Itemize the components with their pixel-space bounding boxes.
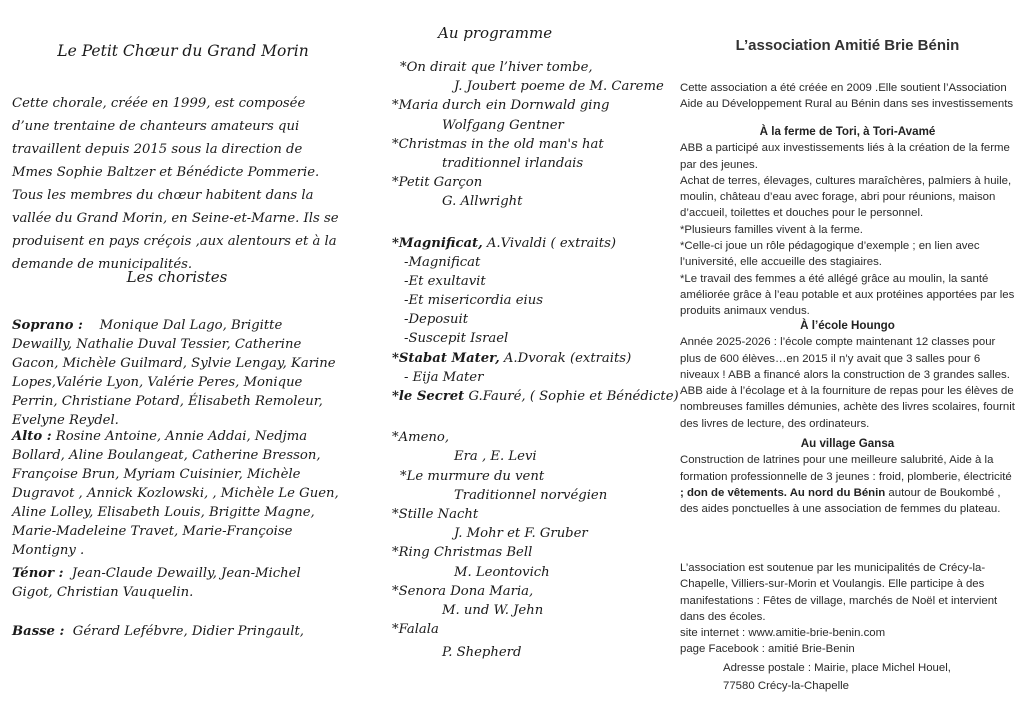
section-paragraph: *Le travail des femmes a été allégé grâce au moulin, la santé améliorée grâce à l’eau potable et aux protéines apportées par les produits animaux vendus. [680,272,1015,318]
program-work: *Stille Nacht [392,506,479,522]
program-magnificat [392,234,662,253]
program-secret [392,387,679,406]
voice-label: Ténor : [12,566,64,581]
program-part: -Deposuit [404,312,468,328]
gansa-text: autour de Boukombé , des aides ponctuelles à une association de femmes du plateau. [680,486,1001,516]
program-credit: M. Leontovich [454,564,550,580]
intro-text: Cette association a été créée en 2009 .Elle soutient l’Association Aide au Développement Rural au Bénin dans ses investissements [680,82,1014,111]
program-title: Au programme [438,24,553,42]
work-composer: A.Dvorak (extraits) [499,350,632,366]
support-text: L’association est soutenue par les municipalités de Crécy-la-Chapelle, Villiers-sur-Morin et Voulangis. Elle participe à des manifestations : Fêtes de village, marchés de Noël et intervient dans des écoles. [680,562,998,623]
program-work: *Ameno, [392,430,450,446]
program-work: *Maria durch ein Dornwald ging [392,98,610,114]
program-work: *Petit Garçon [392,175,483,191]
program-credit: traditionnel irlandais [442,155,584,171]
website-text: site internet : www.amitie-brie-benin.com [680,627,886,640]
section-paragraph: ABB a participé aux investissements liés à la création de la ferme par des jeunes. [680,142,1010,171]
voice-names: Rosine Antoine, Annie Addai, Nedjma Bollard, Aline Boulangeat, Catherine Bresson, Françoise Brun, Myriam Cuisinier, Michèle Dugravot , Annick Kozlowski, , Michèle Le Guen, Aline Lolley, Elisabeth Louis, Brigitte Magne, Marie-Madeleine Travet, Marie-Françoise Montigny . [12,429,339,558]
program-part: - Eija Mater [404,369,484,385]
voice-label: Alto : [12,429,52,444]
choristes-heading: Les choristes [126,268,228,286]
voice-soprano [12,316,342,430]
voice-label: Soprano : [12,318,83,333]
program-work: *Christmas in the old man's hat [392,136,604,152]
section-gansa [680,436,1015,517]
program-work: *On dirait que l’hiver tombe, [400,60,593,75]
program-credit: M. und W. Jehn [442,602,544,618]
program-work: *Le murmure du vent [400,468,545,484]
program-work: *Falala [392,622,439,638]
program-credit: J. Mohr et F. Gruber [454,526,588,542]
voice-names: Gérard Lefébvre, Didier Pringault, [72,624,305,639]
voice-label: Basse : [12,624,65,639]
section-paragraph: *Celle-ci joue un rôle pédagogique d’exemple ; en lien avec l’université, elle accueille des stagiaires. [680,240,980,269]
association-intro [680,80,1015,113]
program-part: -Suscepit Israel [404,331,509,347]
voice-basse [12,622,342,641]
address-line: 77580 Crécy-la-Chapelle [723,680,849,693]
program-credit: Traditionnel norvégien [454,487,608,503]
section-heading: Au village Gansa [800,437,895,450]
program-work: *Senora Dona Maria, [392,583,534,599]
section-contact [680,560,1015,694]
voice-tenor [12,564,342,602]
gansa-text: Construction de latrines pour une meilleure salubrité, Aide à la formation professionnelle de 3 jeunes : froid, plomberie, électricité [680,454,1012,483]
program-work: *Ring Christmas Bell [392,545,533,561]
program-credit: P. Shepherd [442,645,522,661]
section-paragraph: Achat de terres, élevages, cultures maraîchères, palmiers à huile, moulin, château d’eau avec forage, abri pour réunions, maison d’accueil, toilettes et douches pour le personnel. [680,174,1012,220]
work-title: *le Secret [392,389,465,404]
program-credit: Era , E. Levi [454,449,537,465]
voice-names: Monique Dal Lago, Brigitte Dewailly, Nathalie Duval Tessier, Catherine Gacon, Michèle Guilmard, Sylvie Lengay, Karine Lopes,Valérie Lyon, Valérie Peres, Monique Perrin, Christiane Potard, Élisabeth Remoleur, Evelyne Reydel. [12,318,336,428]
program-part: -Magnificat [404,254,481,270]
voice-alto [12,427,342,560]
program-part: -Et misericordia eius [404,293,544,309]
program-stabat [392,349,662,368]
program-credit: J. Joubert poeme de M. Careme [454,79,664,95]
section-paragraph: ABB aide à l’écolage et à la fourniture de repas pour les élèves de nombreuses familles démunies, achète des livres scolaires, fournit des livres de lecture, des ordinateurs. [680,385,1015,430]
work-composer: A.Vivaldi ( extraits) [482,235,616,251]
program-part: -Et exultavit [404,273,486,289]
section-paragraph: *Plusieurs familles vivent à la ferme. [680,223,863,236]
voice-names: Jean-Claude Dewailly, Jean-Michel Gigot, Christian Vauquelin. [12,566,301,600]
address-line: Adresse postale : Mairie, place Michel Houel, [723,661,951,674]
work-title: *Magnificat, [392,235,483,251]
program-list [392,58,679,662]
section-ecole [680,318,1015,432]
choir-intro: Cette chorale, créée en 1999, est composée d’une trentaine de chanteurs amateurs qui travaillent depuis 2015 sous la direction de Mmes Sophie Baltzer et Bénédicte Pommerie. Tous les membres du chœur habitent dans la vallée du Grand Morin, en Seine-et-Marne. Ils se produisent en pays créçois ,aux alentours et à la demande de municipalités. [12,96,339,272]
section-ferme [680,124,1015,320]
program-credit: Wolfgang Gentner [442,117,564,133]
choir-title: Le Petit Chœur du Grand Morin [57,42,309,60]
work-composer: G.Fauré, ( Sophie et Bénédicte) [464,389,679,404]
association-title: L’association Amitié Brie Bénin [735,37,960,54]
gansa-bold-text: ; don de vêtements. Au nord du Bénin [680,486,886,499]
work-title: *Stabat Mater, [392,350,500,366]
section-paragraph [680,452,1015,517]
program-credit: G. Allwright [442,194,523,210]
section-heading: À l’école Houngo [800,319,895,332]
section-heading: À la ferme de Tori, à Tori-Avamé [759,125,936,138]
section-paragraph: Année 2025-2026 : l’école compte maintenant 12 classes pour plus de 600 élèves…en 2015 il n’y avait que 3 salles pour 6 niveaux ! ABB a financé alors la construction de 3 grandes salles. [680,336,1010,381]
facebook-text: page Facebook : amitié Brie-Benin [680,643,855,656]
